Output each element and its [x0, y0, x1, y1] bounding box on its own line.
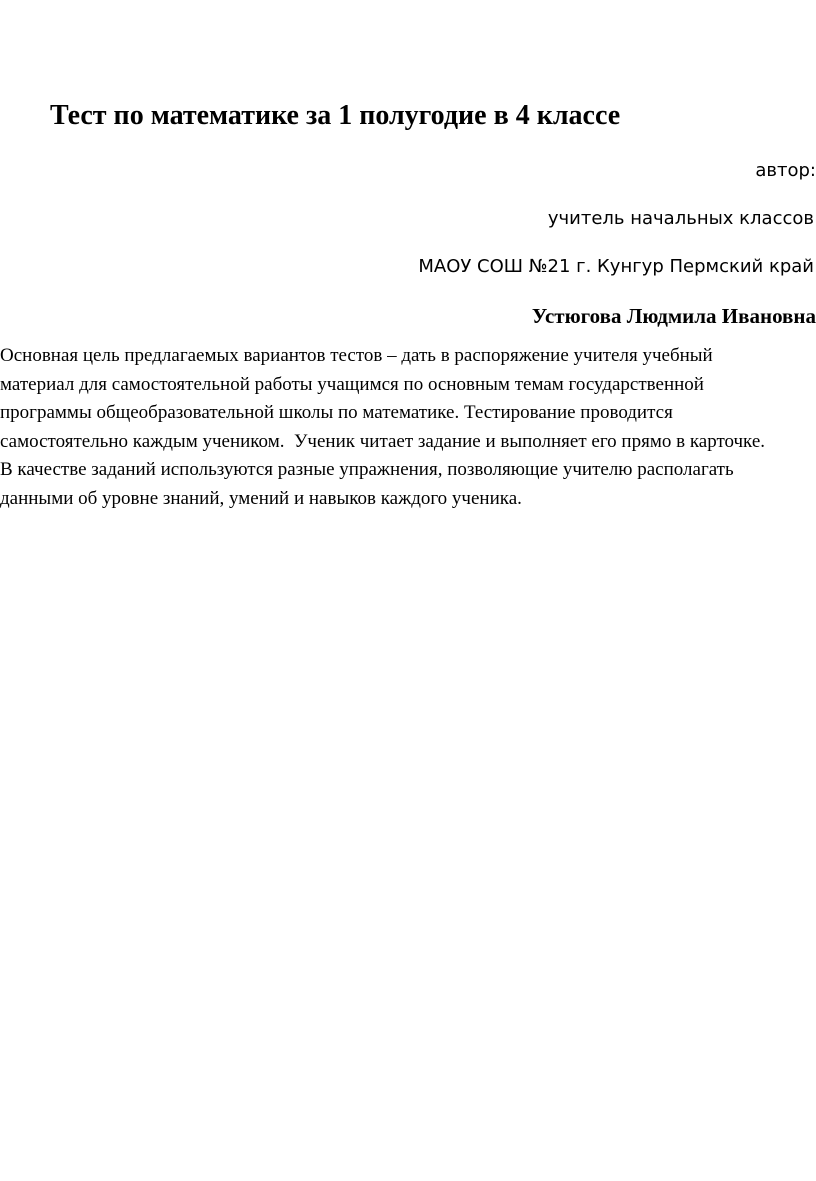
author-role: учитель начальных классов: [547, 208, 814, 229]
body-line: данными об уровне знаний, умений и навыков каждого ученика.: [0, 487, 522, 509]
document-title: Тест по математике за 1 полугодие в 4 классе: [50, 100, 621, 131]
body-line: программы общеобразовательной школы по математике. Тестирование проводится: [0, 402, 673, 423]
body-line: самостоятельно каждым учеником. Ученик читает задание и выполняет его прямо в карточке.: [0, 430, 766, 452]
body-line: Основная цель предлагаемых вариантов тестов – дать в распоряжение учителя учебный: [0, 345, 713, 366]
author-label: автор:: [755, 160, 816, 181]
author-name: Устюгова Людмила Ивановна: [531, 304, 816, 328]
body-line: материал для самостоятельной работы учащимся по основным темам государственной: [0, 373, 704, 395]
body-line: В качестве заданий используются разные упражнения, позволяющие учителю располагать: [0, 459, 734, 480]
author-school: МАОУ СОШ №21 г. Кунгур Пермский край: [418, 256, 814, 277]
body-paragraph: [0, 342, 816, 513]
